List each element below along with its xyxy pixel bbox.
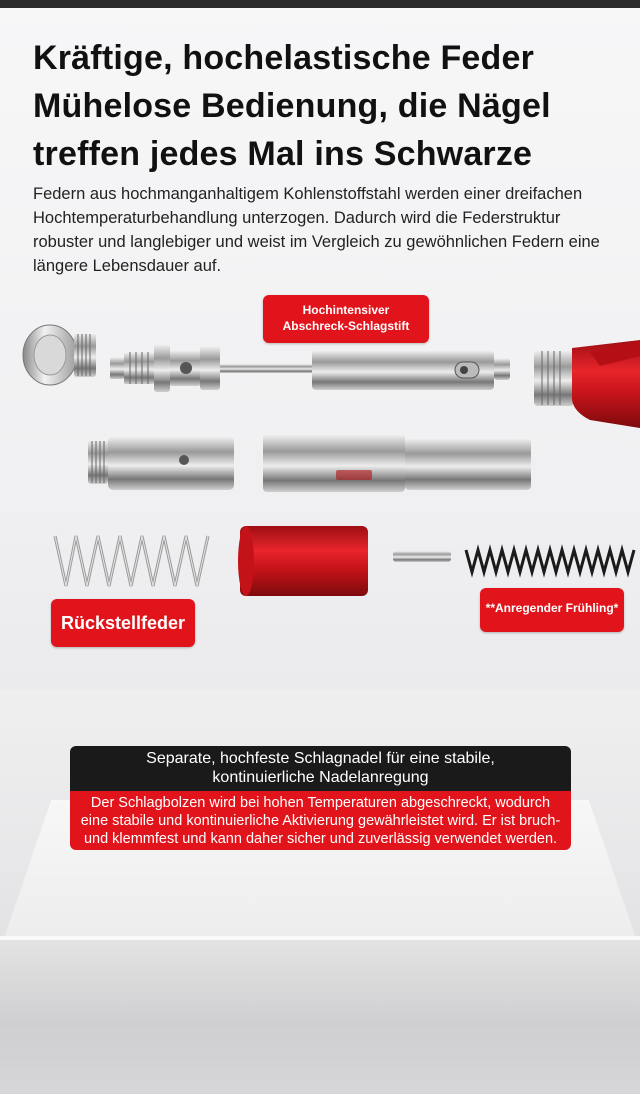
info-box (70, 746, 571, 850)
headline-line-2: Mühelose Bedienung, die Nägel (33, 87, 551, 125)
firing-pin-callout-line-2: Abschreck-Schlagstift (282, 319, 410, 333)
short-barrel (88, 436, 234, 490)
return-spring (55, 536, 208, 586)
info-box-title-line-2: kontinuierliche Nadelanregung (212, 769, 429, 786)
black-spring (466, 550, 634, 572)
firing-pin-callout (263, 295, 429, 343)
info-box-body: Der Schlagbolzen wird bei hohen Temperaturen abgeschreckt, wodurch eine stabile und kontinuierliche Aktivierung gewährleistet wird. Er ist bruch- und klemmfest und kann daher sicher und zuverlässig verwendet werden. (70, 791, 571, 850)
return-spring-callout: Rückstellfeder (51, 599, 195, 647)
spring-note-callout: **Anregender Frühling* (480, 588, 624, 632)
info-box-title-line-1: Separate, hochfeste Schlagnadel für eine stabile, (146, 750, 495, 767)
threaded-cap (23, 325, 96, 385)
headline-line-1: Kräftige, hochelastische Feder (33, 39, 535, 77)
pedestal-front (0, 940, 640, 1094)
red-handle (534, 340, 640, 428)
headline-line-3: treffen jedes Mal ins Schwarze (33, 135, 533, 173)
top-edge-bar (0, 0, 640, 8)
red-cylinder (238, 526, 368, 596)
parts-illustration (0, 300, 640, 620)
headline (33, 34, 623, 178)
long-barrel (263, 434, 531, 492)
firing-pin-assembly (110, 344, 510, 392)
info-box-title (70, 746, 571, 791)
intro-paragraph: Federn aus hochmanganhaltigem Kohlenstoffstahl werden einer dreifachen Hochtemperaturbehandlung unterzogen. Dadurch wird die Federstruktur robuster und langlebiger und weist im Vergleich zu gewöhnlichen Federn eine längere Lebensdauer auf. (33, 185, 600, 275)
firing-pin-callout-line-1: Hochintensiver (302, 303, 390, 317)
small-pin (393, 551, 451, 562)
